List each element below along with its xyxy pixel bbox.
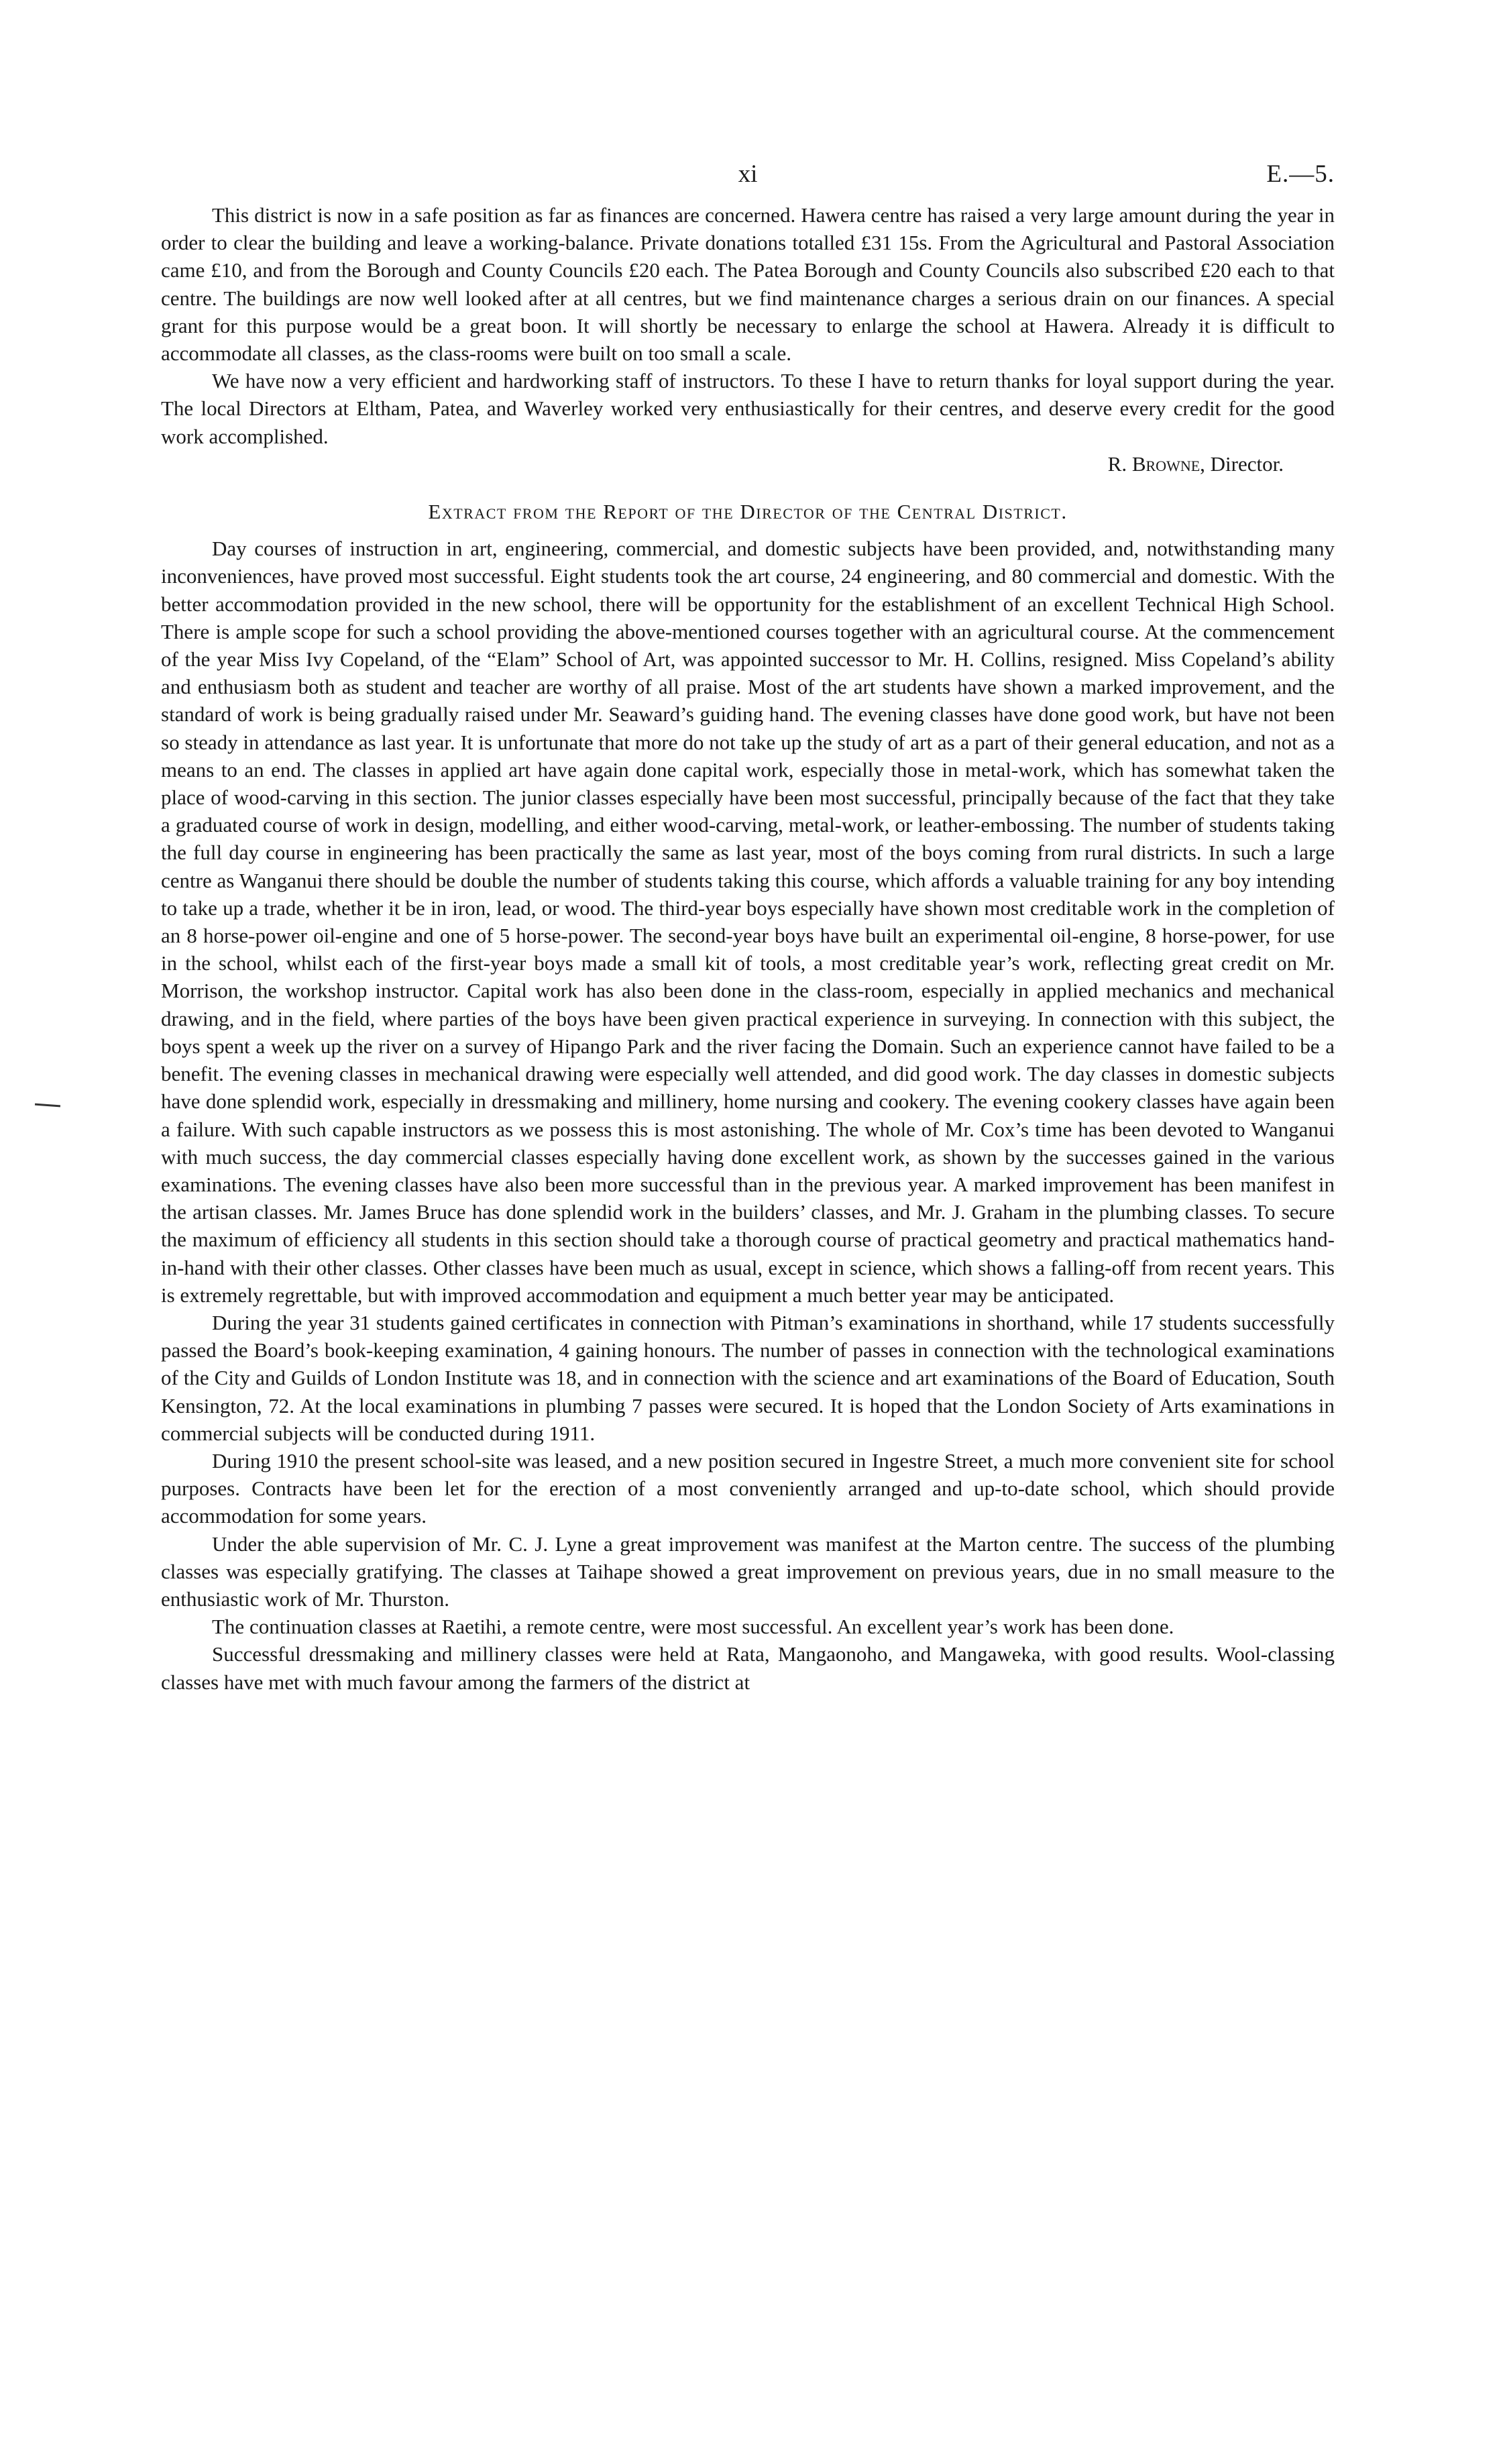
central-paragraph-3: During 1910 the present school-site was leased, and a new position secured in Ingestre Street, a much more convenient site for school purposes. Contracts have been let for the erection of a most conveniently arranged and up-to-date school, which should provide accommodation for some years.	[161, 1448, 1335, 1528]
central-paragraph-5: The continuation classes at Raetihi, a remote centre, were most successful. An excellent year’s work has been done.	[212, 1615, 1174, 1639]
central-paragraph-6: Successful dressmaking and millinery classes were held at Rata, Mangaonoho, and Mangaweka, with good results. Wool-classing classes have met with much favour among the farmers of the district at	[161, 1642, 1335, 1694]
central-paragraph-2: During the year 31 students gained certificates in connection with Pitman’s examinations in shorthand, while 17 students successfully passed the Board’s book-keeping examination, 4 gaining honours. The number of passes in connection with the technological examinations of the City and Guilds of London Institute was 18, and in connection with the science and art examinations of the Board of Education, South Kensington, 72. At the local examinations in plumbing 7 passes were secured. It is hoped that the London Society of Arts examinations in commercial subjects will be conducted during 1911.	[161, 1310, 1335, 1445]
signature	[161, 450, 1335, 478]
signature-initial: R.	[1107, 451, 1127, 476]
signature-title: , Director.	[1200, 451, 1284, 476]
page-number: xi	[738, 160, 758, 188]
central-paragraph-4: Under the able supervision of Mr. C. J. Lyne a great improvement was manifest at the Marton centre. The success of the plumbing classes was especially gratifying. The classes at Taihape showed a great improvement on previous years, due in no small measure to the enthusiastic work of Mr. Thurston.	[161, 1532, 1335, 1611]
document-reference: E.—5.	[1266, 160, 1335, 188]
browne-paragraph-2: We have now a very efficient and hardworking staff of instructors. To these I have to return thanks for loyal support during the year. The local Directors at Eltham, Patea, and Waverley worked very enthusiastically for their centres, and deserve every credit for the good work accomplished.	[161, 369, 1335, 448]
central-paragraph-1: Day courses of instruction in art, engineering, commercial, and domestic subjects have been provided, and, notwithstanding many inconveniences, have proved most successful. Eight students took the art course, 24 engineering, and 80 commercial and domestic. With the better accommodation provided in the new school, there will be opportunity for the establishment of an excellent Technical High School. There is ample scope for such a school providing the above-mentioned courses together with an agricultural course. At the commencement of the year Miss Ivy Copeland, of the “Elam” School of Art, was appointed successor to Mr. H. Collins, resigned. Miss Copeland’s ability and enthusiasm both as student and teacher are worthy of all praise. Most of the art students have shown a marked improvement, and the standard of work is being gradually raised under Mr. Seaward’s guiding hand. The evening classes have done good work, but have not been so steady in attendance as last year. It is unfortunate that more do not take up the study of art as a part of their general education, and not as a means to an end. The classes in applied art have again done capital work, especially those in metal-work, which has somewhat taken the place of wood-carving in this section. The junior classes especially have been most successful, principally because of the fact that they take a graduated course of work in design, modelling, and either wood-carving, metal-work, or leather-embossing. The number of students taking the full day course in engineering has been practically the same as last year, most of the boys coming from rural districts. In such a large centre as Wanganui there should be double the number of students taking this course, which affords a valuable training for any boy intending to take up a trade, whether it be in iron, lead, or wood. The third-year boys especially have shown most creditable work in the completion of an 8 horse-power oil-engine and one of 5 horse-power. The second-year boys have built an experimental oil-engine, 8 horse-power, for use in the school, whilst each of the first-year boys made a small kit of tools, a most creditable year’s work, reflecting great credit on Mr. Morrison, the workshop instructor. Capital work has also been done in the class-room, especially in applied mechanics and mechanical drawing, and in the field, where parties of the boys have been given practical experience in surveying. In connection with this subject, the boys spent a week up the river on a survey of Hipango Park and the river facing the Domain. Such an experience cannot have failed to be a benefit. The evening classes in mechanical drawing were especially well attended, and did good work. The day classes in domestic subjects have done splendid work, especially in dressmaking and millinery, home nursing and cookery. The evening cookery classes have again been a failure. With such capable instructors as we possess this is most astonishing. The whole of Mr. Cox’s time has been devoted to Wanganui with much success, the day commercial classes especially having done excellent work, as shown by the successes gained in the various examinations. The evening classes have also been more successful than in the previous year. A marked improvement has been manifest in the artisan classes. Mr. James Bruce has done splendid work in the builders’ classes, and Mr. J. Graham in the plumbing classes. To secure the maximum of efficiency all students in this section should take a thorough course of practical geometry and practical mathematics hand-in-hand with their other classes. Other classes have been much as usual, except in science, which shows a falling-off from recent years. This is extremely regrettable, but with improved accommodation and equipment a much better year may be anticipated.	[161, 537, 1335, 1307]
page-header	[161, 158, 1335, 201]
browne-paragraph-1: This district is now in a safe position as far as finances are concerned. Hawera centre has raised a very large amount during the year in order to clear the building and leave a working-balance. Private donations totalled £31 15s. From the Agricultural and Pastoral Association came £10, and from the Borough and County Councils £20 each. The Patea Borough and County Councils also subscribed £20 each to that centre. The buildings are now well looked after at all centres, but we find maintenance charges a serious drain on our finances. A special grant for this purpose would be a great boon. It will shortly be necessary to enlarge the school at Hawera. Already it is difficult to accommodate all classes, as the class-rooms were built on too small a scale.	[161, 203, 1335, 366]
section-heading: Extract from the Report of the Director of the Central District.	[428, 500, 1068, 524]
margin-mark	[35, 1104, 60, 1108]
signature-name: Browne	[1131, 451, 1201, 476]
document-page	[161, 158, 1335, 1696]
